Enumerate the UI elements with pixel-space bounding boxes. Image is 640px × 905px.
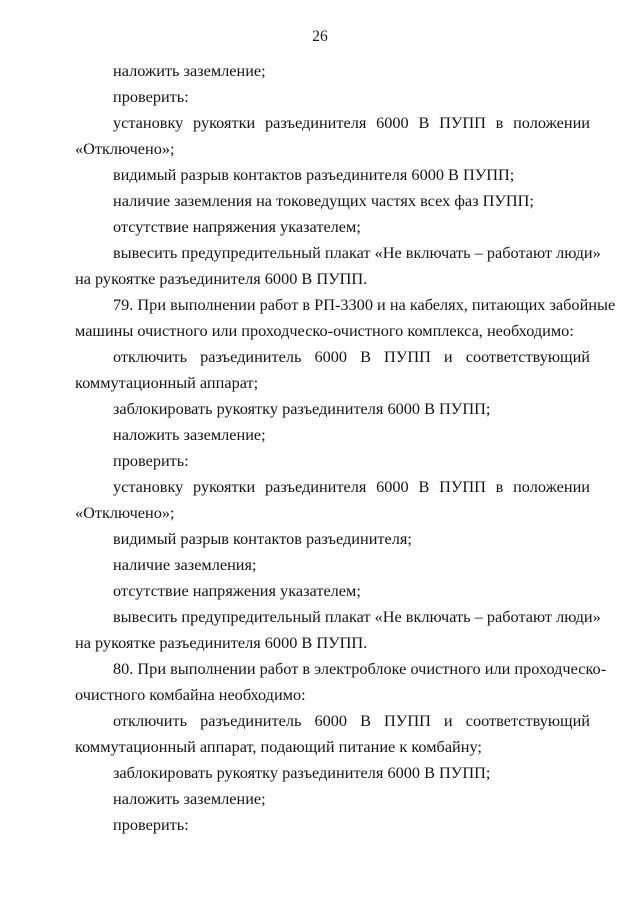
text-line: отсутствие напряжения указателем; bbox=[113, 217, 361, 236]
text-line: видимый разрыв контактов разъединителя 6000 В ПУПП; bbox=[113, 165, 515, 184]
text-line: наличие заземления; bbox=[113, 555, 257, 574]
text-line: установку рукоятки разъединителя 6000 В ПУПП в положении bbox=[113, 477, 590, 496]
page-number: 26 bbox=[312, 28, 328, 45]
text-line: отсутствие напряжения указателем; bbox=[113, 581, 361, 600]
paragraph-79-heading: 79. При выполнении работ в РП-3300 и на кабелях, питающих забойные bbox=[113, 295, 616, 314]
text-line: отключить разъединитель 6000 В ПУПП и соответствующий bbox=[113, 711, 590, 730]
text-line: коммутационный аппарат, подающий питание к комбайну; bbox=[75, 737, 482, 756]
text-line: «Отключено»; bbox=[75, 503, 175, 522]
text-line: вывесить предупредительный плакат «Не включать – работают люди» bbox=[113, 243, 601, 262]
text-line: отключить разъединитель 6000 В ПУПП и соответствующий bbox=[113, 347, 590, 366]
text-line: наложить заземление; bbox=[113, 61, 266, 80]
text-line: заблокировать рукоятку разъединителя 6000 В ПУПП; bbox=[113, 399, 491, 418]
text-line: машины очистного или проходческо-очистного комплекса, необходимо: bbox=[75, 321, 574, 340]
text-line: наличие заземления на токоведущих частях всех фаз ПУПП; bbox=[113, 191, 534, 210]
text-line: проверить: bbox=[113, 87, 189, 106]
text-line: коммутационный аппарат; bbox=[75, 373, 259, 392]
text-line: наложить заземление; bbox=[113, 425, 266, 444]
text-line: очистного комбайна необходимо: bbox=[75, 685, 306, 704]
text-line: наложить заземление; bbox=[113, 789, 266, 808]
text-line: заблокировать рукоятку разъединителя 6000 В ПУПП; bbox=[113, 763, 491, 782]
text-line: вывесить предупредительный плакат «Не включать – работают люди» bbox=[113, 607, 601, 626]
text-line: на рукоятке разъединителя 6000 В ПУПП. bbox=[75, 269, 368, 288]
text-line: на рукоятке разъединителя 6000 В ПУПП. bbox=[75, 633, 368, 652]
text-line: «Отключено»; bbox=[75, 139, 175, 158]
text-line: видимый разрыв контактов разъединителя; bbox=[113, 529, 412, 548]
paragraph-80-heading: 80. При выполнении работ в электроблоке очистного или проходческо- bbox=[113, 659, 607, 678]
text-line: проверить: bbox=[113, 815, 189, 834]
text-line: проверить: bbox=[113, 451, 189, 470]
text-line: установку рукоятки разъединителя 6000 В ПУПП в положении bbox=[113, 113, 590, 132]
